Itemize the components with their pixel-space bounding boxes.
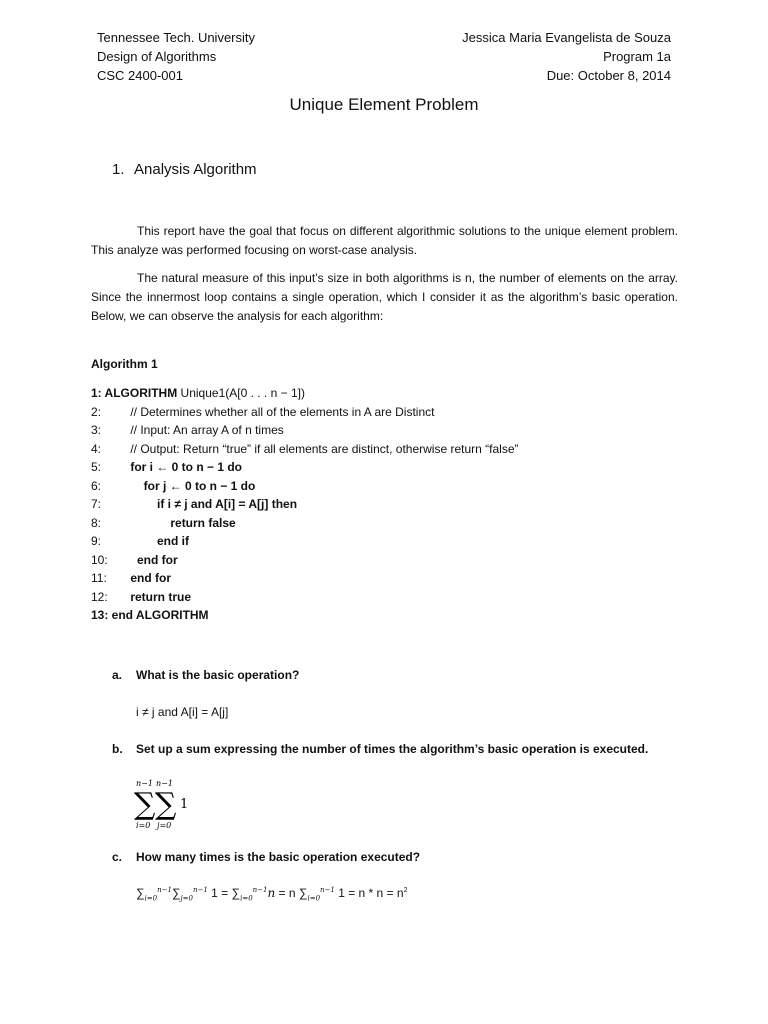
question-letter: c. bbox=[112, 850, 123, 864]
sum-sigma-i: ∑ bbox=[134, 787, 156, 822]
sum-upper-j: n−1 bbox=[156, 779, 173, 788]
sigma-symbol: ∑ bbox=[298, 886, 308, 900]
code-line: 6: for j ← 0 to n − 1 do bbox=[91, 478, 256, 493]
sigma-symbol: ∑ bbox=[136, 886, 145, 900]
document-title: Unique Element Problem bbox=[289, 95, 479, 114]
section-title: Analysis Algorithm bbox=[134, 161, 257, 178]
algorithm-code bbox=[91, 384, 519, 625]
sigma-symbol: ∑ bbox=[171, 886, 181, 900]
question-a bbox=[112, 668, 299, 682]
code-text-bold: ALGORITHM bbox=[101, 386, 178, 400]
code-line: 8: return false bbox=[91, 515, 236, 530]
header-course-name: Design of Algorithms bbox=[97, 49, 217, 64]
code-line: 9: end if bbox=[91, 534, 190, 548]
header-left bbox=[97, 28, 255, 85]
question-text: How many times is the basic operation executed? bbox=[136, 850, 421, 864]
sum-upper-i: n−1 bbox=[136, 779, 153, 788]
code-line: 11: end for bbox=[91, 571, 171, 585]
code-line: 5: for i ← 0 to n − 1 do bbox=[91, 460, 243, 474]
code-line: 12: return true bbox=[91, 589, 192, 604]
question-letter: a. bbox=[112, 668, 123, 682]
algorithm-title: Algorithm 1 bbox=[91, 357, 158, 371]
question-text: Set up a sum expressing the number of times the algorithm’s basic operation is executed. bbox=[136, 742, 649, 756]
header-author: Jessica Maria Evangelista de Souza bbox=[462, 30, 671, 45]
sum-body: 1 bbox=[180, 797, 189, 812]
paragraph-1: This report have the goal that focus on different algorithmic solutions to the unique element problem. This analyze was performed focusing on worst-case analysis. bbox=[91, 224, 678, 257]
code-line: 1: ALGORITHM Unique1(A[0 . . . n − 1]) bbox=[91, 386, 305, 400]
header-right bbox=[462, 28, 671, 85]
sum-sigma-j: ∑ bbox=[155, 787, 177, 822]
sum-lower-j: j=0 bbox=[157, 821, 172, 830]
double-sum-formula bbox=[134, 778, 194, 830]
question-text: What is the basic operation? bbox=[136, 668, 300, 682]
paragraph-2: The natural measure of this input’s size in both algorithms is n, the number of elements on the array. Since the innermost loop contains a single operation, which I consider it as the algorithm’s basic operation. Below, we can observe the analysis for each algorithm: bbox=[91, 271, 678, 323]
header-program: Program 1a bbox=[603, 49, 671, 64]
code-line: 4: // Output: Return “true” if all elements are distinct, otherwise return “false” bbox=[91, 441, 519, 456]
header-course-code: CSC 2400-001 bbox=[97, 68, 183, 83]
question-c bbox=[112, 850, 420, 864]
header-university: Tennessee Tech. University bbox=[97, 30, 256, 45]
question-letter: b. bbox=[112, 742, 123, 756]
section-heading bbox=[112, 161, 257, 178]
code-line: 10: end for bbox=[91, 552, 178, 567]
code-line: 3: // Input: An array A of n times bbox=[91, 423, 284, 437]
code-line: 13: end ALGORITHM bbox=[91, 608, 209, 622]
question-b bbox=[112, 742, 648, 756]
header-due-date: Due: October 8, 2014 bbox=[546, 68, 671, 83]
answer-c-formula: $\sum_{i=0}^{n-1}\sum_{j=0}^{n-1}$ $1 = \sum_{i=0}^{n-1}n = n$ $\sum_{i=0}^{n-1}$ $1 = n * n = n^2$ bbox=[136, 886, 408, 903]
sigma-symbol: ∑ bbox=[231, 886, 241, 900]
sum-lower-i: i=0 bbox=[136, 821, 151, 830]
section-number: 1. bbox=[112, 161, 125, 178]
answer-a: i ≠ j and A[i] = A[j] bbox=[136, 705, 229, 719]
code-line: 7: if i ≠ j and A[i] = A[j] then bbox=[91, 497, 298, 511]
code-line: 2: // Determines whether all of the elements in A are Distinct bbox=[91, 404, 435, 419]
